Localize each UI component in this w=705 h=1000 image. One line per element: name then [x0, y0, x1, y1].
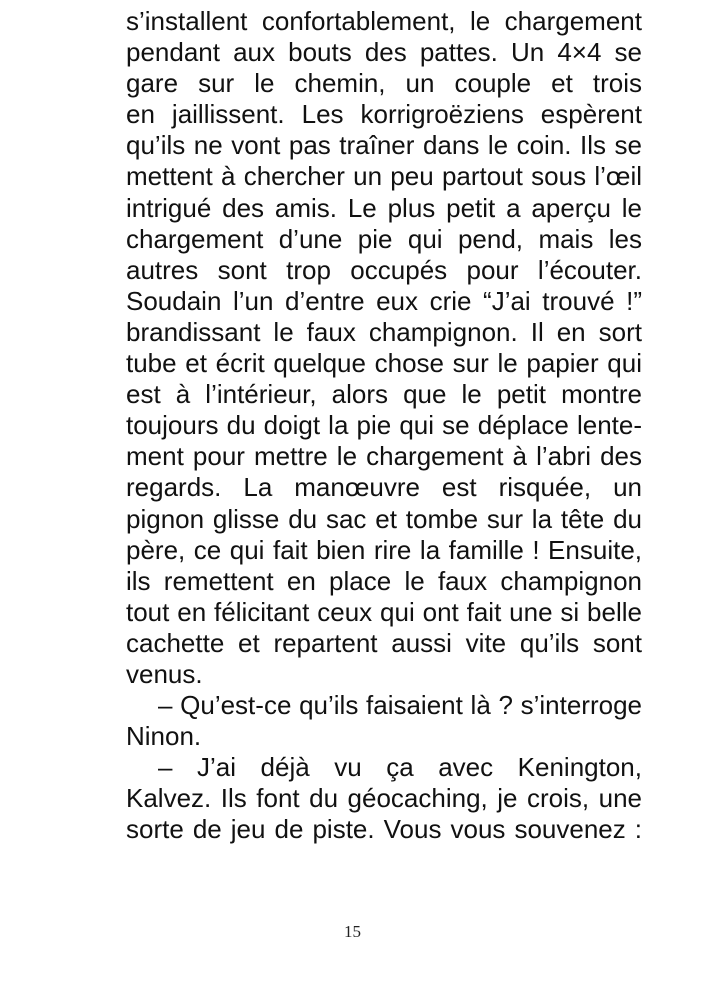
- text-line: Ninon.: [126, 721, 202, 752]
- text-line: gare sur le chemin, un couple et trois: [126, 68, 642, 99]
- text-line: ment pour mettre le chargement à l’abri des: [126, 441, 642, 472]
- text-line: intrigué des amis. Le plus petit a aperçu le: [126, 192, 642, 223]
- body-text: [126, 6, 642, 846]
- text-line: sorte de jeu de piste. Vous vous souvenez :: [126, 814, 642, 845]
- text-line: mettent à chercher un peu partout sous l’œil: [126, 161, 642, 192]
- text-line: pignon glisse du sac et tombe sur la tête du: [126, 503, 642, 534]
- text-line: en jaillissent. Les korrigroëziens espèrent: [126, 99, 642, 130]
- text-line: père, ce qui fait bien rire la famille ! Ensuite,: [126, 534, 642, 565]
- text-line: Soudain l’un d’entre eux crie “J’ai trouvé !”: [126, 285, 642, 316]
- text-line: autres sont trop occupés pour l’écouter.: [126, 254, 642, 285]
- text-line: regards. La manœuvre est risquée, un: [126, 472, 642, 503]
- text-line: – J’ai déjà vu ça avec Kenington,: [158, 752, 642, 783]
- text-line: tout en félicitant ceux qui ont fait une si belle: [126, 596, 642, 627]
- page-number: 15: [344, 922, 361, 941]
- text-line: chargement d’une pie qui pend, mais les: [126, 223, 642, 254]
- text-line: venus.: [126, 658, 203, 689]
- text-line: Kalvez. Ils font du géocaching, je crois, une: [126, 783, 642, 814]
- text-line: pendant aux bouts des pattes. Un 4×4 se: [126, 37, 642, 68]
- text-line: ils remettent en place le faux champignon: [126, 565, 642, 596]
- text-line: s’installent confortablement, le chargement: [126, 6, 642, 36]
- text-line: – Qu’est-ce qu’ils faisaient là ? s’interroge: [158, 690, 642, 721]
- text-line: cachette et repartent aussi vite qu’ils sont: [126, 627, 642, 658]
- text-line: brandissant le faux champignon. Il en sort: [126, 316, 642, 347]
- text-line: est à l’intérieur, alors que le petit montre: [126, 379, 642, 410]
- text-line: toujours du doigt la pie qui se déplace lente-: [126, 410, 642, 441]
- text-line: qu’ils ne vont pas traîner dans le coin. Ils se: [126, 130, 642, 161]
- text-line: tube et écrit quelque chose sur le papier qui: [126, 348, 642, 379]
